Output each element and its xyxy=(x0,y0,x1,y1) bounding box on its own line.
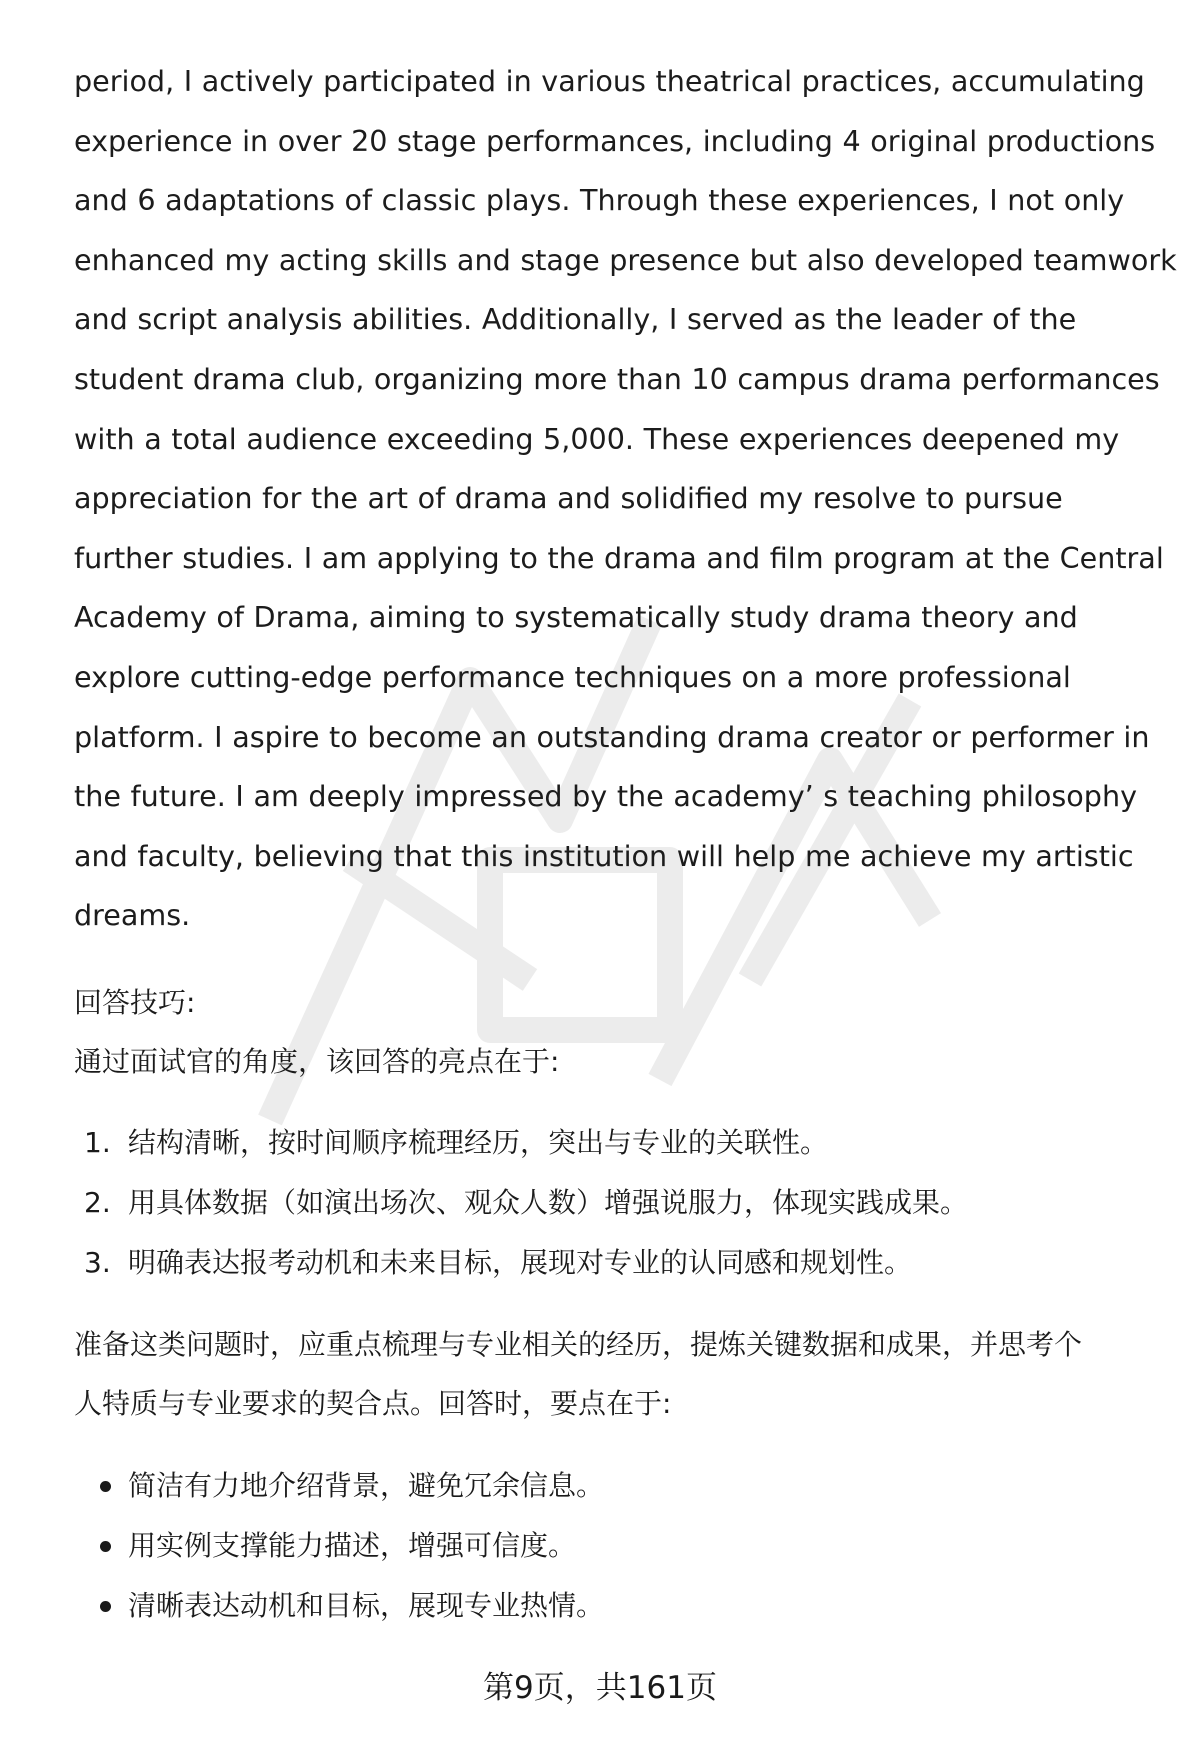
essay-line: Academy of Drama, aiming to systematically study drama theory and xyxy=(74,600,1078,635)
essay-line: dreams. xyxy=(74,898,191,933)
list-item-text: 明确表达报考动机和未来目标，展现对专业的认同感和规划性。 xyxy=(128,1245,913,1279)
tips-intro: 通过面试官的角度，该回答的亮点在于: xyxy=(74,1044,560,1078)
key-points-list xyxy=(74,1456,1160,1636)
essay-line: further studies. I am applying to the drama and film program at the Central xyxy=(74,540,1164,575)
essay-line: experience in over 20 stage performances, including 4 original productions xyxy=(74,123,1156,158)
list-item xyxy=(74,1113,1160,1173)
essay-line: enhanced my acting skills and stage presence but also developed teamwork xyxy=(74,242,1177,277)
essay-line: and faculty, believing that this institution will help me achieve my artistic xyxy=(74,838,1134,873)
essay-line: period, I actively participated in various theatrical practices, accumulating xyxy=(74,64,1145,98)
list-item-text: 清晰表达动机和目标，展现专业热情。 xyxy=(128,1588,605,1622)
essay-line: the future. I am deeply impressed by the academy’ s teaching philosophy xyxy=(74,779,1137,814)
highlight-points-list xyxy=(74,1113,1160,1293)
list-number: 3. xyxy=(84,1245,111,1279)
essay-line: and script analysis abilities. Additionally, I served as the leader of the xyxy=(74,302,1077,337)
preparation-line: 人特质与专业要求的契合点。回答时，要点在于: xyxy=(74,1387,672,1421)
essay-paragraph xyxy=(74,52,1177,946)
page-number-footer: 第9页，共161页 xyxy=(483,1670,717,1706)
list-item-text: 用具体数据（如演出场次、观众人数）增强说服力，体现实践成果。 xyxy=(128,1185,969,1219)
bullet-dot-icon xyxy=(100,1601,111,1612)
bullet-dot-icon xyxy=(100,1481,111,1492)
list-number: 1. xyxy=(84,1125,111,1159)
preparation-paragraph xyxy=(74,1315,1160,1434)
list-item xyxy=(74,1576,1160,1636)
list-item xyxy=(74,1173,1160,1233)
list-number: 2. xyxy=(84,1185,111,1219)
preparation-line: 准备这类问题时，应重点梳理与专业相关的经历，提炼关键数据和成果，并思考个 xyxy=(74,1327,1083,1361)
essay-line: explore cutting-edge performance techniques on a more professional xyxy=(74,659,1071,694)
essay-line: and 6 adaptations of classic plays. Through these experiences, I not only xyxy=(74,183,1125,218)
main-content xyxy=(74,52,1177,1636)
essay-line: appreciation for the art of drama and solidified my resolve to pursue xyxy=(74,481,1063,516)
bullet-dot-icon xyxy=(100,1541,111,1552)
essay-line: student drama club, organizing more than 10 campus drama performances xyxy=(74,361,1160,396)
list-item xyxy=(74,1233,1160,1293)
list-item xyxy=(74,1456,1160,1516)
list-item-text: 用实例支撑能力描述，增强可信度。 xyxy=(128,1528,577,1562)
list-item-text: 结构清晰，按时间顺序梳理经历，突出与专业的关联性。 xyxy=(128,1125,829,1159)
essay-line: with a total audience exceeding 5,000. These experiences deepened my xyxy=(74,421,1120,456)
essay-line: platform. I aspire to become an outstanding drama creator or performer in xyxy=(74,719,1150,754)
list-item xyxy=(74,1516,1160,1576)
tips-heading: 回答技巧: xyxy=(74,985,196,1019)
list-item-text: 简洁有力地介绍背景，避免冗余信息。 xyxy=(128,1468,605,1502)
